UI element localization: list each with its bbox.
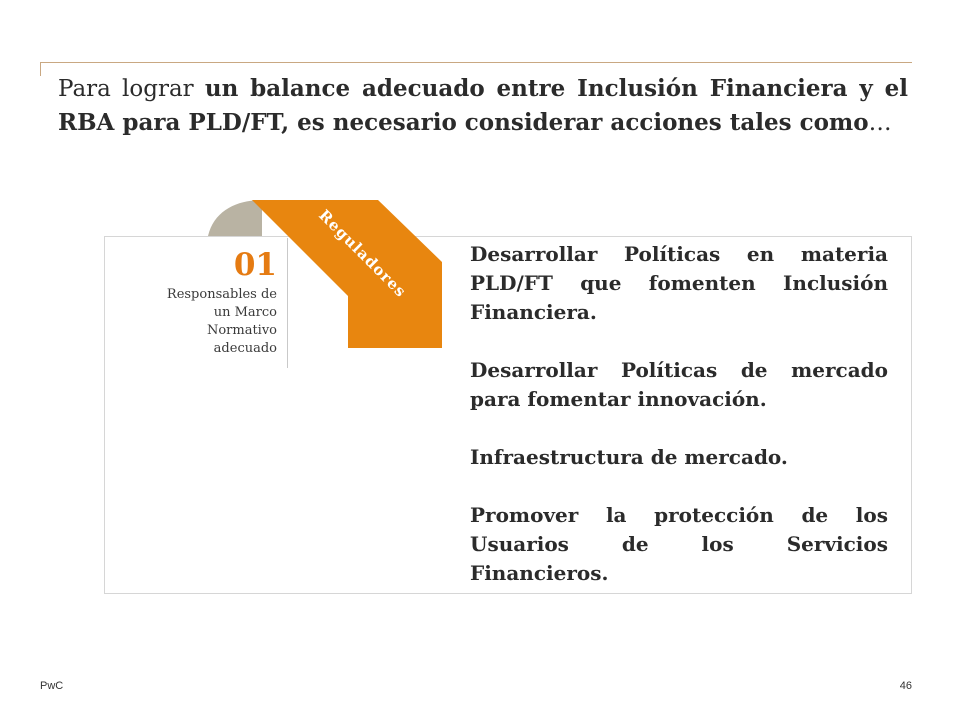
- action-item: Promover la protección de los Usuarios de los Servicios Financieros.: [470, 503, 888, 585]
- page-title: [58, 72, 908, 140]
- action-item: Infraestructura de mercado.: [470, 445, 788, 469]
- panel-description: [150, 286, 277, 358]
- regulators-panel: [150, 238, 288, 368]
- footer-brand: PwC: [40, 680, 64, 692]
- top-rule: [40, 62, 912, 63]
- action-item: Desarrollar Políticas de mercado para fomentar innovación.: [470, 358, 888, 411]
- ribbon-gray-fold: [208, 200, 262, 236]
- panel-description-line: adecuado: [213, 341, 277, 356]
- headline-emphasis: un balance adecuado entre Inclusión Financiera y el RBA para PLD/FT, es necesario considerar acciones tales como: [58, 75, 908, 136]
- panel-description-line: Responsables de: [166, 287, 277, 302]
- actions-list: [470, 240, 888, 588]
- page-number: 46: [899, 680, 912, 692]
- headline-lead: Para lograr: [58, 76, 205, 102]
- action-item: Desarrollar Políticas en materia PLD/FT que fomenten Inclusión Financiera.: [470, 242, 888, 324]
- panel-description-line: Normativo: [206, 323, 277, 338]
- corner-tick: [40, 62, 41, 76]
- panel-description-line: un Marco: [213, 305, 277, 320]
- ribbon-label: Reguladores: [315, 206, 411, 302]
- headline-ellipsis: …: [868, 110, 892, 136]
- panel-number: 01: [233, 247, 277, 283]
